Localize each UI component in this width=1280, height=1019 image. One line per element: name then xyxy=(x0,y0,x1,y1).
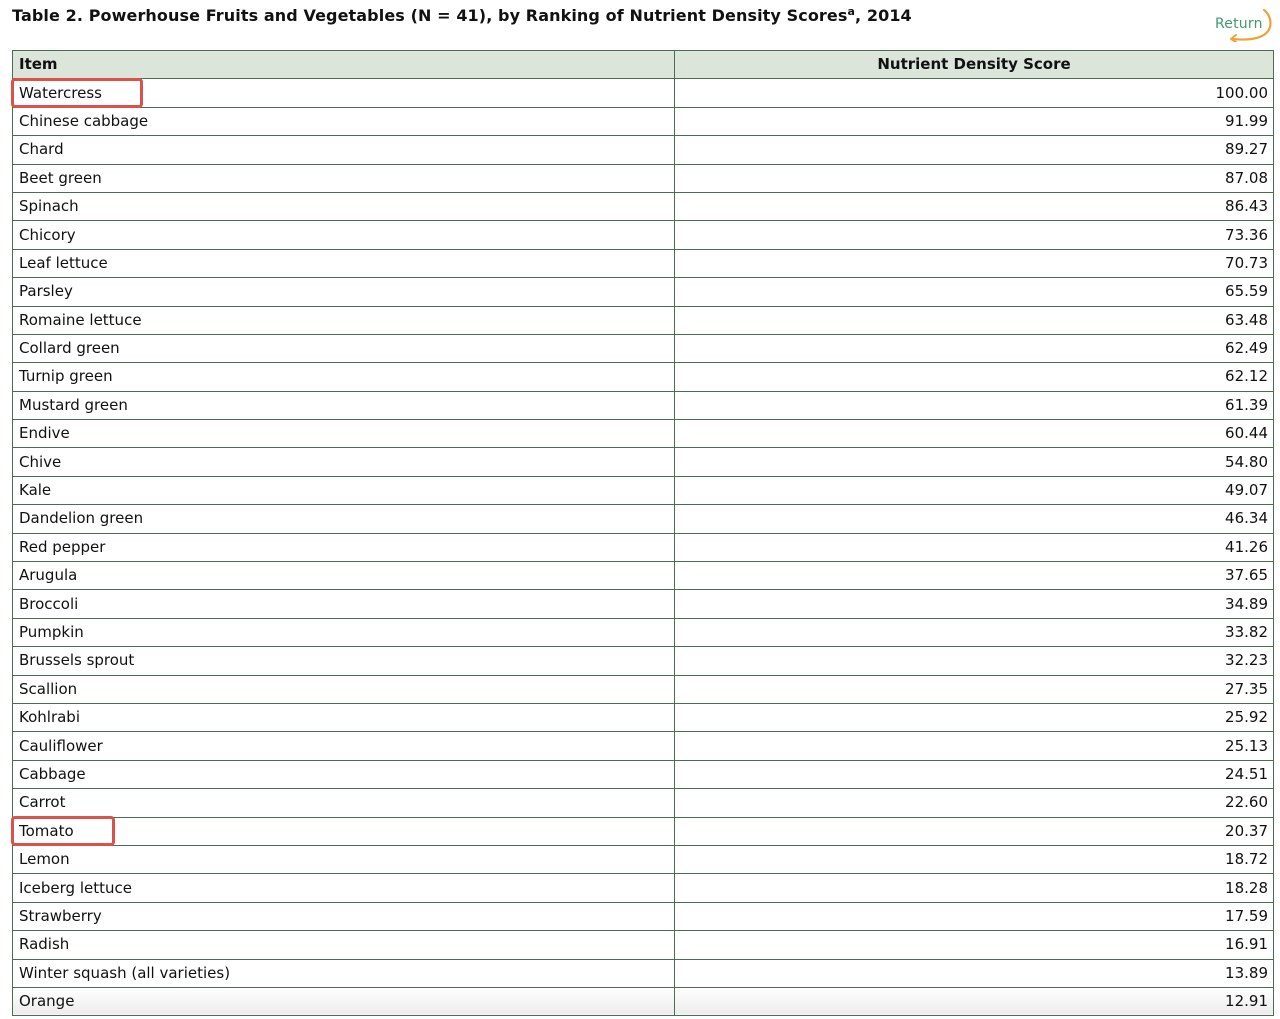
column-header-score: Nutrient Density Score xyxy=(675,51,1274,79)
table-row xyxy=(13,902,1274,930)
cell-item: Tomato xyxy=(13,817,675,845)
cell-item: Iceberg lettuce xyxy=(13,874,675,902)
cell-item: Radish xyxy=(13,931,675,959)
cell-item: Endive xyxy=(13,420,675,448)
table-row xyxy=(13,363,1274,391)
table-row xyxy=(13,703,1274,731)
cell-score: 12.91 xyxy=(675,987,1274,1015)
cell-score: 62.49 xyxy=(675,334,1274,362)
cell-item: Carrot xyxy=(13,789,675,817)
cell-item: Chive xyxy=(13,448,675,476)
column-header-item: Item xyxy=(13,51,675,79)
cell-item: Winter squash (all varieties) xyxy=(13,959,675,987)
table-row xyxy=(13,505,1274,533)
return-label: Return xyxy=(1215,16,1263,32)
table-row xyxy=(13,79,1274,107)
table-row xyxy=(13,817,1274,845)
cell-score: 17.59 xyxy=(675,902,1274,930)
cell-score: 70.73 xyxy=(675,249,1274,277)
table-row xyxy=(13,420,1274,448)
cell-item: Romaine lettuce xyxy=(13,306,675,334)
cell-item: Arugula xyxy=(13,562,675,590)
table-row xyxy=(13,647,1274,675)
cell-item: Mustard green xyxy=(13,391,675,419)
table-row xyxy=(13,760,1274,788)
cell-item: Pumpkin xyxy=(13,618,675,646)
cell-score: 25.13 xyxy=(675,732,1274,760)
cell-item: Parsley xyxy=(13,278,675,306)
cell-score: 61.39 xyxy=(675,391,1274,419)
cell-score: 16.91 xyxy=(675,931,1274,959)
table-row xyxy=(13,987,1274,1015)
cell-item: Orange xyxy=(13,987,675,1015)
table-title xyxy=(12,5,912,27)
table-row xyxy=(13,789,1274,817)
cell-score: 33.82 xyxy=(675,618,1274,646)
cell-item: Strawberry xyxy=(13,902,675,930)
table-row xyxy=(13,164,1274,192)
table-row xyxy=(13,476,1274,504)
cell-item: Brussels sprout xyxy=(13,647,675,675)
cell-item: Cabbage xyxy=(13,760,675,788)
table-row xyxy=(13,221,1274,249)
cell-score: 73.36 xyxy=(675,221,1274,249)
cell-score: 24.51 xyxy=(675,760,1274,788)
table-row xyxy=(13,931,1274,959)
cell-item: Cauliflower xyxy=(13,732,675,760)
table-row xyxy=(13,533,1274,561)
cell-score: 54.80 xyxy=(675,448,1274,476)
cell-score: 62.12 xyxy=(675,363,1274,391)
table-row xyxy=(13,845,1274,873)
cell-item: Watercress xyxy=(13,79,675,107)
cell-score: 86.43 xyxy=(675,192,1274,220)
table-row xyxy=(13,192,1274,220)
cell-score: 22.60 xyxy=(675,789,1274,817)
cell-score: 25.92 xyxy=(675,703,1274,731)
return-link[interactable] xyxy=(1212,8,1274,42)
table-row xyxy=(13,959,1274,987)
table-row xyxy=(13,590,1274,618)
cell-item: Kale xyxy=(13,476,675,504)
cell-item: Lemon xyxy=(13,845,675,873)
cell-score: 89.27 xyxy=(675,136,1274,164)
table-row xyxy=(13,732,1274,760)
cell-score: 63.48 xyxy=(675,306,1274,334)
cell-item: Leaf lettuce xyxy=(13,249,675,277)
nutrient-density-table xyxy=(12,50,1274,1016)
cell-score: 100.00 xyxy=(675,79,1274,107)
table-title-year: , 2014 xyxy=(855,6,912,25)
cell-item: Chicory xyxy=(13,221,675,249)
table-row xyxy=(13,334,1274,362)
table-row xyxy=(13,618,1274,646)
table-row xyxy=(13,874,1274,902)
cell-score: 27.35 xyxy=(675,675,1274,703)
cell-item: Beet green xyxy=(13,164,675,192)
cell-item: Chinese cabbage xyxy=(13,107,675,135)
cell-score: 32.23 xyxy=(675,647,1274,675)
table-row xyxy=(13,278,1274,306)
cell-score: 91.99 xyxy=(675,107,1274,135)
cell-item: Broccoli xyxy=(13,590,675,618)
cell-score: 18.28 xyxy=(675,874,1274,902)
cell-score: 13.89 xyxy=(675,959,1274,987)
cell-score: 49.07 xyxy=(675,476,1274,504)
cell-score: 41.26 xyxy=(675,533,1274,561)
table-body xyxy=(13,79,1274,1016)
cell-score: 60.44 xyxy=(675,420,1274,448)
cell-item: Collard green xyxy=(13,334,675,362)
cell-score: 20.37 xyxy=(675,817,1274,845)
cell-item: Dandelion green xyxy=(13,505,675,533)
cell-score: 87.08 xyxy=(675,164,1274,192)
cell-score: 37.65 xyxy=(675,562,1274,590)
cell-item: Scallion xyxy=(13,675,675,703)
cell-item: Chard xyxy=(13,136,675,164)
table-row xyxy=(13,107,1274,135)
table-row xyxy=(13,448,1274,476)
cell-score: 46.34 xyxy=(675,505,1274,533)
cell-item: Kohlrabi xyxy=(13,703,675,731)
cell-item: Spinach xyxy=(13,192,675,220)
cell-score: 65.59 xyxy=(675,278,1274,306)
table-row xyxy=(13,306,1274,334)
cell-item: Red pepper xyxy=(13,533,675,561)
table-title-footnote-marker[interactable]: a xyxy=(847,5,856,18)
cell-item: Turnip green xyxy=(13,363,675,391)
table-row xyxy=(13,391,1274,419)
table-header-row xyxy=(13,51,1274,79)
table-row xyxy=(13,136,1274,164)
table-row xyxy=(13,562,1274,590)
table-title-text: Table 2. Powerhouse Fruits and Vegetables (N = 41), by Ranking of Nutrient Density Scores xyxy=(12,6,848,25)
table-row xyxy=(13,249,1274,277)
cell-score: 34.89 xyxy=(675,590,1274,618)
cell-score: 18.72 xyxy=(675,845,1274,873)
table-row xyxy=(13,675,1274,703)
